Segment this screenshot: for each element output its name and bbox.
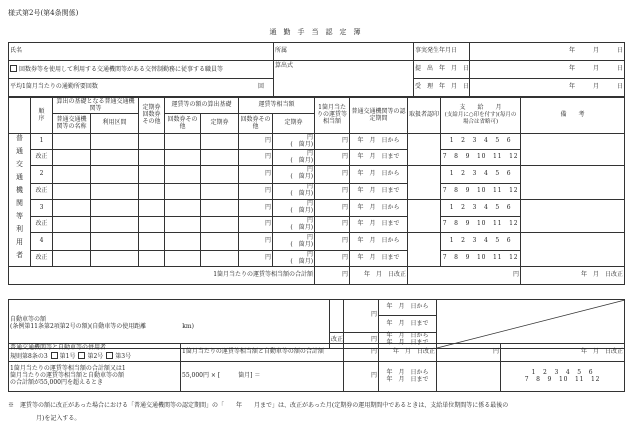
- pass-type-revised[interactable]: [139, 217, 165, 233]
- fa-teiki-revised-yen: 円: [307, 183, 314, 191]
- fa-teiki-revised-yen: 円: [307, 216, 314, 224]
- combo-amount-2[interactable]: 円: [437, 344, 501, 362]
- fa-teiki-yen: 円: [307, 233, 314, 241]
- total-label: 1箇月当たりの運賃等相当額の合計額: [9, 267, 315, 285]
- pass-type-revised[interactable]: [139, 251, 165, 267]
- combo-opt-2-label: 第2号: [87, 352, 104, 360]
- final-period-from: 年 月 日から: [386, 368, 429, 376]
- fb-teiki-revised[interactable]: [201, 251, 239, 267]
- route-section-revised[interactable]: [91, 251, 139, 267]
- note: [8, 400, 624, 422]
- pass-other-header: 定期券回数券その他: [139, 98, 165, 134]
- combo-opt-3-label: 第3号: [115, 352, 132, 360]
- fa-kaisu-cell[interactable]: 円: [239, 233, 273, 251]
- period-to[interactable]: 年 月 日まで: [350, 183, 408, 199]
- fb-teiki-header: 定期券: [201, 114, 239, 134]
- fb-kaisu-revised[interactable]: [165, 251, 201, 267]
- route-section-header: 利用区間: [91, 114, 139, 134]
- car-revise-label: 改正: [330, 332, 344, 348]
- approver-cell[interactable]: [408, 233, 441, 267]
- route-section-cell[interactable]: [91, 233, 139, 251]
- route-name-revised[interactable]: [53, 217, 91, 233]
- fb-kaisu-revised[interactable]: [165, 150, 201, 166]
- months-row-b[interactable]: 7 8 9 10 11 12: [441, 150, 521, 166]
- avg-commute-unit: 回: [257, 83, 264, 91]
- shift-worker-row: [9, 61, 274, 79]
- approver-cell[interactable]: [408, 134, 441, 166]
- route-section-cell[interactable]: [91, 134, 139, 150]
- car-amount[interactable]: 円: [344, 300, 379, 333]
- final-period[interactable]: [379, 362, 437, 392]
- remarks-cell[interactable]: [521, 134, 625, 166]
- name-field[interactable]: [9, 43, 274, 61]
- pass-type-revised[interactable]: [139, 150, 165, 166]
- avg-commute-label: 平均1箇月当たりの通勤所要回数: [10, 83, 98, 91]
- period-from[interactable]: 年 月 日から: [350, 233, 408, 251]
- fa-kaisu-revised[interactable]: 円: [239, 183, 273, 199]
- remarks-cell[interactable]: [521, 233, 625, 267]
- shift-worker-label: 回数券等を使用して利用する交通機関等がある交替制勤務に従事する職員等: [19, 66, 224, 74]
- total-revised[interactable]: 年 月 日改正: [350, 267, 408, 285]
- period-from[interactable]: 年 月 日から: [350, 134, 408, 150]
- fa-kaisu-cell[interactable]: 円: [239, 166, 273, 184]
- monthly-revised[interactable]: 円: [315, 217, 350, 233]
- car-diagonal: [437, 300, 625, 349]
- receive-date-label: 受 理 年 月 日: [414, 79, 470, 97]
- combo-rule-row: [10, 352, 179, 361]
- final-formula[interactable]: 55,000円 × [ 箇月] ＝: [181, 362, 344, 392]
- combo-revised[interactable]: 年 月 日改正: [379, 344, 437, 362]
- combo-opt-3-checkbox[interactable]: [106, 352, 113, 359]
- main-table: [8, 97, 625, 285]
- monthly-cell[interactable]: 円: [315, 134, 350, 150]
- car-label-cell: [9, 300, 330, 349]
- months-row-a[interactable]: 1 2 3 4 5 6: [441, 166, 521, 184]
- fa-teiki-revised[interactable]: [273, 150, 315, 166]
- fa-teiki-revised[interactable]: [273, 251, 315, 267]
- months-row-b[interactable]: 7 8 9 10 11 12: [441, 217, 521, 233]
- car-table: [8, 299, 625, 349]
- fb-teiki-cell[interactable]: [201, 199, 239, 217]
- fact-date-label: 事実発生年月日: [414, 43, 470, 61]
- fa-teiki-revised-yen: 円: [307, 149, 314, 157]
- dept-field[interactable]: [274, 43, 414, 61]
- fb-teiki-cell[interactable]: [201, 166, 239, 184]
- payment-subtitle: (支給月に○印を付す)(毎月の場合は省略可): [444, 112, 517, 125]
- monthly-header: 1箇月当たりの運賃等相当額: [315, 98, 350, 134]
- fa-kaisu-revised[interactable]: 円: [239, 150, 273, 166]
- diagonal-line: [437, 300, 625, 348]
- fa-teiki-yen: 円: [307, 166, 314, 174]
- remarks-cell[interactable]: [521, 166, 625, 200]
- fare-basis-header: 運賃等の額の算出基礎: [165, 98, 239, 114]
- final-months-b: 7 8 9 10 11 12: [524, 375, 601, 383]
- fa-teiki-revised-months: ( 箇月): [290, 257, 314, 265]
- months-row-a[interactable]: 1 2 3 4 5 6: [441, 233, 521, 251]
- pass-type-revised[interactable]: [139, 183, 165, 199]
- pass-type-cell[interactable]: [139, 134, 165, 150]
- fa-teiki-revised-months: ( 箇月): [290, 223, 314, 231]
- header-table: [8, 42, 625, 97]
- car-blank: [330, 300, 344, 333]
- period-from[interactable]: 年 月 日から: [350, 199, 408, 217]
- fb-teiki-revised[interactable]: [201, 217, 239, 233]
- combo-revised-2[interactable]: 年 月 日改正: [501, 344, 625, 362]
- route-name-revised[interactable]: [53, 183, 91, 199]
- combo-opt-2-checkbox[interactable]: [78, 352, 85, 359]
- fa-teiki-months: ( 箇月): [290, 240, 314, 248]
- combo-label: 普通交通機関等と自動車等の併用者: [10, 343, 107, 351]
- calc-label: 算出式: [275, 62, 294, 69]
- fa-teiki-yen: 円: [307, 200, 314, 208]
- fa-teiki-revised-months: ( 箇月): [290, 156, 314, 164]
- note-line-1: ※ 運賃等の額に改正があった場合における「普通交通機関等の認定期間」の「 年 月まで」は、改正があった月(定期券の運用期間中であるときは、支給単位期間等に係る最後の: [8, 402, 509, 409]
- route-section-cell[interactable]: [91, 166, 139, 184]
- months-row-a[interactable]: 1 2 3 4 5 6: [441, 134, 521, 150]
- car-label: 自動車等の額: [10, 316, 47, 324]
- dept-label: 所属: [275, 47, 288, 55]
- route-name-revised[interactable]: [53, 150, 91, 166]
- pass-type-cell[interactable]: [139, 199, 165, 217]
- months-row-b[interactable]: 7 8 9 10 11 12: [441, 251, 521, 267]
- pass-type-cell[interactable]: [139, 166, 165, 184]
- monthly-cell[interactable]: 円: [315, 233, 350, 251]
- submit-date-field[interactable]: 年 月 日: [470, 61, 625, 79]
- route-name-cell[interactable]: [53, 134, 91, 150]
- car-period-to[interactable]: 年 月 日まで: [379, 316, 437, 332]
- fa-teiki-months: ( 箇月): [290, 173, 314, 181]
- receive-date-field[interactable]: 年 月 日: [470, 79, 625, 97]
- fa-teiki-yen: 円: [307, 133, 314, 141]
- total-amount-2[interactable]: 円: [408, 267, 521, 285]
- monthly-revised[interactable]: 円: [315, 251, 350, 267]
- route-section-revised[interactable]: [91, 183, 139, 199]
- fact-date-field[interactable]: 年 月 日: [470, 43, 625, 61]
- fb-kaisu-header: 回数券その他: [165, 114, 201, 134]
- row-number: 2: [31, 166, 53, 184]
- final-label-3: の合計額が55,000円を超えるとき: [10, 378, 103, 386]
- months-row-b[interactable]: 7 8 9 10 11 12: [441, 183, 521, 199]
- final-label-cell: [9, 362, 181, 392]
- fa-teiki-revised-months: ( 箇月): [290, 190, 314, 198]
- fa-teiki-header: 定期券: [273, 114, 315, 134]
- period-to[interactable]: 年 月 日まで: [350, 251, 408, 267]
- shift-worker-checkbox[interactable]: [10, 65, 17, 72]
- calc-field[interactable]: [274, 61, 414, 97]
- total-revised-2[interactable]: 年 月 日改正: [521, 267, 625, 285]
- route-section-revised[interactable]: [91, 150, 139, 166]
- months-row-a[interactable]: 1 2 3 4 5 6: [441, 199, 521, 217]
- name-label: 氏名: [10, 47, 23, 55]
- combo-opt-1-checkbox[interactable]: [51, 352, 58, 359]
- side-label-text: 普通交通機関等利用者: [15, 134, 24, 264]
- monthly-cell[interactable]: 円: [315, 199, 350, 217]
- combo-table: [8, 343, 625, 392]
- fa-teiki-cell[interactable]: [273, 166, 315, 184]
- fb-teiki-cell[interactable]: [201, 134, 239, 150]
- car-revised-from: 年 月 日から: [386, 332, 429, 340]
- fa-teiki-revised[interactable]: [273, 183, 315, 199]
- fb-kaisu-revised[interactable]: [165, 217, 201, 233]
- fb-kaisu-cell[interactable]: [165, 134, 201, 150]
- combo-rule: 規則第8条の3: [10, 352, 48, 360]
- fb-kaisu-cell[interactable]: [165, 233, 201, 251]
- approval-header: 普通交通機関等の認定期間: [350, 98, 408, 134]
- payment-header: [441, 98, 521, 134]
- note-line-2: 月)を記入する。: [36, 415, 81, 422]
- fa-teiki-months: ( 箇月): [290, 140, 314, 148]
- fa-kaisu-cell[interactable]: 円: [239, 134, 273, 150]
- final-period-to: 年 月 日まで: [386, 375, 429, 383]
- route-section-cell[interactable]: [91, 199, 139, 217]
- side-header-blank: [9, 98, 31, 134]
- row-number: 3: [31, 199, 53, 217]
- final-months-a: 1 2 3 4 5 6: [531, 368, 594, 376]
- car-sub-text: (条例第11条第2項第2号の額)(自動車等の使用距離: [10, 323, 147, 330]
- revise-label: 改正: [31, 150, 53, 166]
- fb-kaisu-revised[interactable]: [165, 183, 201, 199]
- car-period-from[interactable]: 年 月 日から: [379, 300, 437, 316]
- payment-title: 支 給 月: [459, 104, 502, 112]
- fa-kaisu-revised[interactable]: 円: [239, 251, 273, 267]
- row-number: 4: [31, 233, 53, 251]
- period-to[interactable]: 年 月 日まで: [350, 150, 408, 166]
- row-number: 1: [31, 134, 53, 150]
- car-revised-to: 年 月 日まで: [386, 339, 429, 347]
- fb-kaisu-cell[interactable]: [165, 166, 201, 184]
- order-header: 順 序: [31, 98, 53, 134]
- total-amount[interactable]: 円: [315, 267, 350, 285]
- monthly-revised[interactable]: 円: [315, 183, 350, 199]
- route-name-cell[interactable]: [53, 166, 91, 184]
- revise-label: 改正: [31, 217, 53, 233]
- fb-teiki-revised[interactable]: [201, 150, 239, 166]
- fa-kaisu-revised[interactable]: 円: [239, 217, 273, 233]
- fa-teiki-cell[interactable]: [273, 199, 315, 217]
- period-to[interactable]: 年 月 日まで: [350, 217, 408, 233]
- route-name-cell[interactable]: [53, 233, 91, 251]
- fare-amount-header: 運賃等相当額: [239, 98, 315, 114]
- fa-teiki-cell[interactable]: [273, 233, 315, 251]
- fa-kaisu-header: 回数券その他: [239, 114, 273, 134]
- revise-label: 改正: [31, 251, 53, 267]
- fb-kaisu-cell[interactable]: [165, 199, 201, 217]
- fa-kaisu-cell[interactable]: 円: [239, 199, 273, 217]
- route-section-revised[interactable]: [91, 217, 139, 233]
- fa-teiki-revised[interactable]: [273, 217, 315, 233]
- fb-teiki-revised[interactable]: [201, 183, 239, 199]
- form-number: 様式第2号(第4条関係): [8, 9, 79, 17]
- combo-amount[interactable]: 円: [344, 344, 379, 362]
- monthly-cell[interactable]: 円: [315, 166, 350, 184]
- combo-opt-1-label: 第1号: [59, 352, 76, 360]
- final-label-2: 箇月当たりの運賃等相当額と自動車等の額: [10, 372, 125, 380]
- fb-teiki-cell[interactable]: [201, 233, 239, 251]
- combo-label-cell: [9, 344, 181, 362]
- fa-teiki-revised-yen: 円: [307, 250, 314, 258]
- car-revised-amount[interactable]: 円: [344, 332, 379, 348]
- pass-type-cell[interactable]: [139, 233, 165, 251]
- route-name-header: 普通交通機関等の名称: [53, 114, 91, 134]
- remarks-header: 備 考: [521, 98, 625, 134]
- final-label-1: 1箇月当たりの運賃等相当額の合計額又は1: [10, 365, 126, 373]
- car-km: km): [182, 323, 194, 330]
- fa-teiki-cell[interactable]: [273, 134, 315, 150]
- monthly-revised[interactable]: 円: [315, 150, 350, 166]
- final-months[interactable]: [501, 362, 625, 392]
- submit-date-label: 提 出 年 月 日: [414, 61, 470, 79]
- route-name-cell[interactable]: [53, 199, 91, 217]
- avg-commute-row[interactable]: [9, 79, 274, 97]
- revise-label: 改正: [31, 183, 53, 199]
- approver-cell[interactable]: [408, 166, 441, 200]
- fa-teiki-months: ( 箇月): [290, 207, 314, 214]
- car-sub: [10, 324, 328, 331]
- route-name-revised[interactable]: [53, 251, 91, 267]
- combo-total-label: 1箇月当たりの運賃等相当額と自動車等の額の合計額: [181, 344, 344, 362]
- period-from[interactable]: 年 月 日から: [350, 166, 408, 184]
- remarks-cell[interactable]: [521, 199, 625, 233]
- final-approver[interactable]: [437, 362, 501, 392]
- approver-header: 取扱者認印: [408, 98, 441, 134]
- form-title: 通 勤 手 当 認 定 簿: [269, 28, 361, 36]
- approver-cell[interactable]: [408, 199, 441, 233]
- route-header: 算出の基礎となる普通交通機関等: [53, 98, 139, 114]
- final-amount[interactable]: 円: [344, 362, 379, 392]
- side-label: [9, 134, 31, 267]
